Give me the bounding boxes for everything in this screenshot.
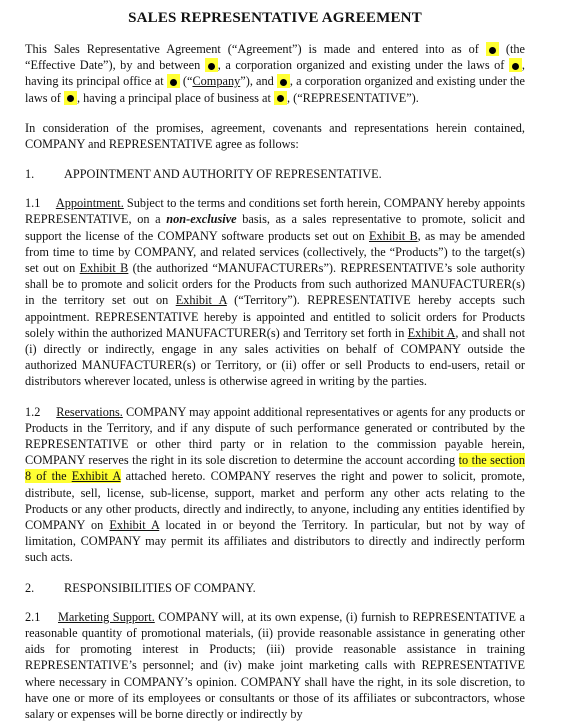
intro-text-9: , (“REPRESENTATIVE”).	[286, 90, 419, 105]
placeholder-representative-jurisdiction[interactable]	[64, 91, 77, 105]
bullet-dot-icon	[280, 79, 287, 86]
intro-text-6: ”), and	[240, 74, 277, 89]
bullet-dot-icon	[512, 63, 519, 70]
exhibit-a-link[interactable]: Exhibit A	[71, 469, 121, 484]
section-2-title: RESPONSIBILITIES OF COMPANY.	[64, 580, 256, 595]
section-2-1-label: Marketing Support.	[58, 609, 155, 624]
document-page	[25, 0, 525, 722]
bullet-dot-icon	[208, 63, 215, 70]
consideration-paragraph: In consideration of the promises, agreement, covenants and representations herein contained, COMPANY and REPRESENTATIVE agree as follows:	[25, 120, 525, 152]
section-1-number: 1.	[25, 167, 35, 182]
placeholder-effective-date[interactable]	[486, 42, 499, 56]
section-1-title: APPOINTMENT AND AUTHORITY OF REPRESENTATIVE.	[64, 167, 382, 182]
bullet-dot-icon	[170, 79, 177, 86]
section-1-2-number: 1.2	[25, 404, 41, 419]
section-1-1-text-b: basis, as a sales representative to promote, solicit and support the license of the COMPANY software products set out on	[25, 212, 525, 243]
section-2-1-number: 2.1	[25, 609, 41, 624]
company-defined-term: Company	[192, 74, 241, 89]
intro-text-4: , having its principal office at	[25, 58, 525, 89]
intro-text-3: , a corporation organized and existing under the laws of	[217, 58, 509, 73]
section-1-2-paragraph	[25, 404, 525, 566]
highlighted-text: to the section 8 of the	[25, 453, 525, 484]
placeholder-representative-name[interactable]	[277, 74, 290, 88]
section-1-2-text-b: attached hereto. COMPANY reserves the right and power to solicit, promote, distribute, sell, license, sub-license, support, market and perform any other acts relating to the Products or any other products, directly and indirectly, to anyone, including any entities identified by COMPANY on	[25, 469, 525, 533]
intro-text-7: , a corporation organized and existing under the laws of	[25, 74, 525, 105]
section-2-number: 2.	[25, 580, 35, 595]
placeholder-company-jurisdiction[interactable]	[509, 58, 522, 72]
exhibit-a-link[interactable]: Exhibit A	[407, 325, 456, 340]
bullet-dot-icon	[67, 95, 74, 102]
intro-paragraph	[25, 41, 525, 106]
placeholder-company-office[interactable]	[167, 74, 180, 88]
section-1-1-number: 1.1	[25, 196, 41, 211]
section-2-1-paragraph	[25, 609, 525, 722]
bullet-dot-icon	[277, 95, 284, 102]
document-title: SALES REPRESENTATIVE AGREEMENT	[128, 10, 422, 26]
exhibit-a-link[interactable]: Exhibit A	[175, 293, 227, 308]
section-2-heading	[25, 580, 525, 596]
section-1-1-paragraph	[25, 195, 525, 389]
exhibit-b-link[interactable]: Exhibit B	[79, 261, 129, 276]
intro-text-8: , having a principal place of business at	[76, 90, 274, 105]
exhibit-b-link[interactable]: Exhibit B	[369, 228, 418, 243]
section-2-1-text-a: COMPANY will, at its own expense, (i) furnish to REPRESENTATIVE a reasonable quantity of promotional materials, (ii) provide reasonable assistance in generating other aids for promoting interest in Products; (iii) provide reasonable assistance in training REPRESENTATIVE’s personnel; and (iv) make joint marketing calls with REPRESENTATIVE where necessary in COMPANY’s opinion. COMPANY shall have the right, in its sole discretion, to have one or more of its employees or consultants or those of its affiliates or subcontractors, whose salary or expenses will be borne directly or indirectly by	[25, 609, 525, 721]
section-1-2-text-a: COMPANY may appoint additional representatives or agents for any products or Products in the Territory, and if any dispute of such performance generated or contributed by the REPRESENTATIVE or other third party or in relation to the commission payable herein, COMPANY reserves the right in its sole discretion to determine the account according	[25, 404, 525, 468]
section-1-1-label: Appointment.	[55, 196, 124, 211]
section-1-1-text-e: (“Territory”). REPRESENTATIVE hereby accepts such appointment. REPRESENTATIVE hereby is appointed and entitled to solicit orders for Products solely within the authorized MANUFACTURER(s) and Territory set forth in	[25, 293, 526, 340]
bullet-dot-icon	[489, 47, 496, 54]
exhibit-a-link[interactable]: Exhibit A	[109, 518, 160, 533]
section-1-2-text-c: located in or beyond the Territory. In particular, but not by way of limitation, COMPANY may permit its affiliates and distributors to directly and indirectly perform such acts.	[25, 518, 525, 565]
intro-text-5: (“	[179, 74, 193, 89]
intro-text-1: This Sales Representative Agreement (“Agreement”) is made and entered into as of	[25, 42, 486, 56]
section-1-1-text-f: , and shall not (i) directly or indirectly, engage in any sales activities on behalf of COMPANY outside the authorized MANUFACTURER(s) or Territory, or (ii) offer or sell Products to end-users, retail or distributors wherever located, unless is otherwise agreed in writing by the parties.	[25, 325, 525, 389]
section-1-1-text-d: (the authorized “MANUFACTURERs”). REPRESENTATIVE’s sole authority shall be to promote and solicit orders for the Products from such authorized MANUFACTURER(s) in the territory set out on	[25, 261, 525, 308]
section-1-2-label: Reservations.	[56, 404, 123, 419]
section-1-1-text-a: Subject to the terms and conditions set forth herein, COMPANY hereby appoints REPRESENTATIVE, on a	[25, 196, 526, 227]
section-1-1-text-c: , as may be amended from time to time by COMPANY, and related services (collectively, the “Products”) to the target(s) set out on	[25, 228, 526, 276]
non-exclusive-term: non-exclusive	[166, 212, 237, 227]
placeholder-company-name[interactable]	[205, 58, 218, 72]
placeholder-representative-address[interactable]	[274, 91, 287, 105]
section-1-heading	[25, 166, 525, 182]
intro-text-2: (the “Effective Date”), by and between	[25, 42, 526, 73]
